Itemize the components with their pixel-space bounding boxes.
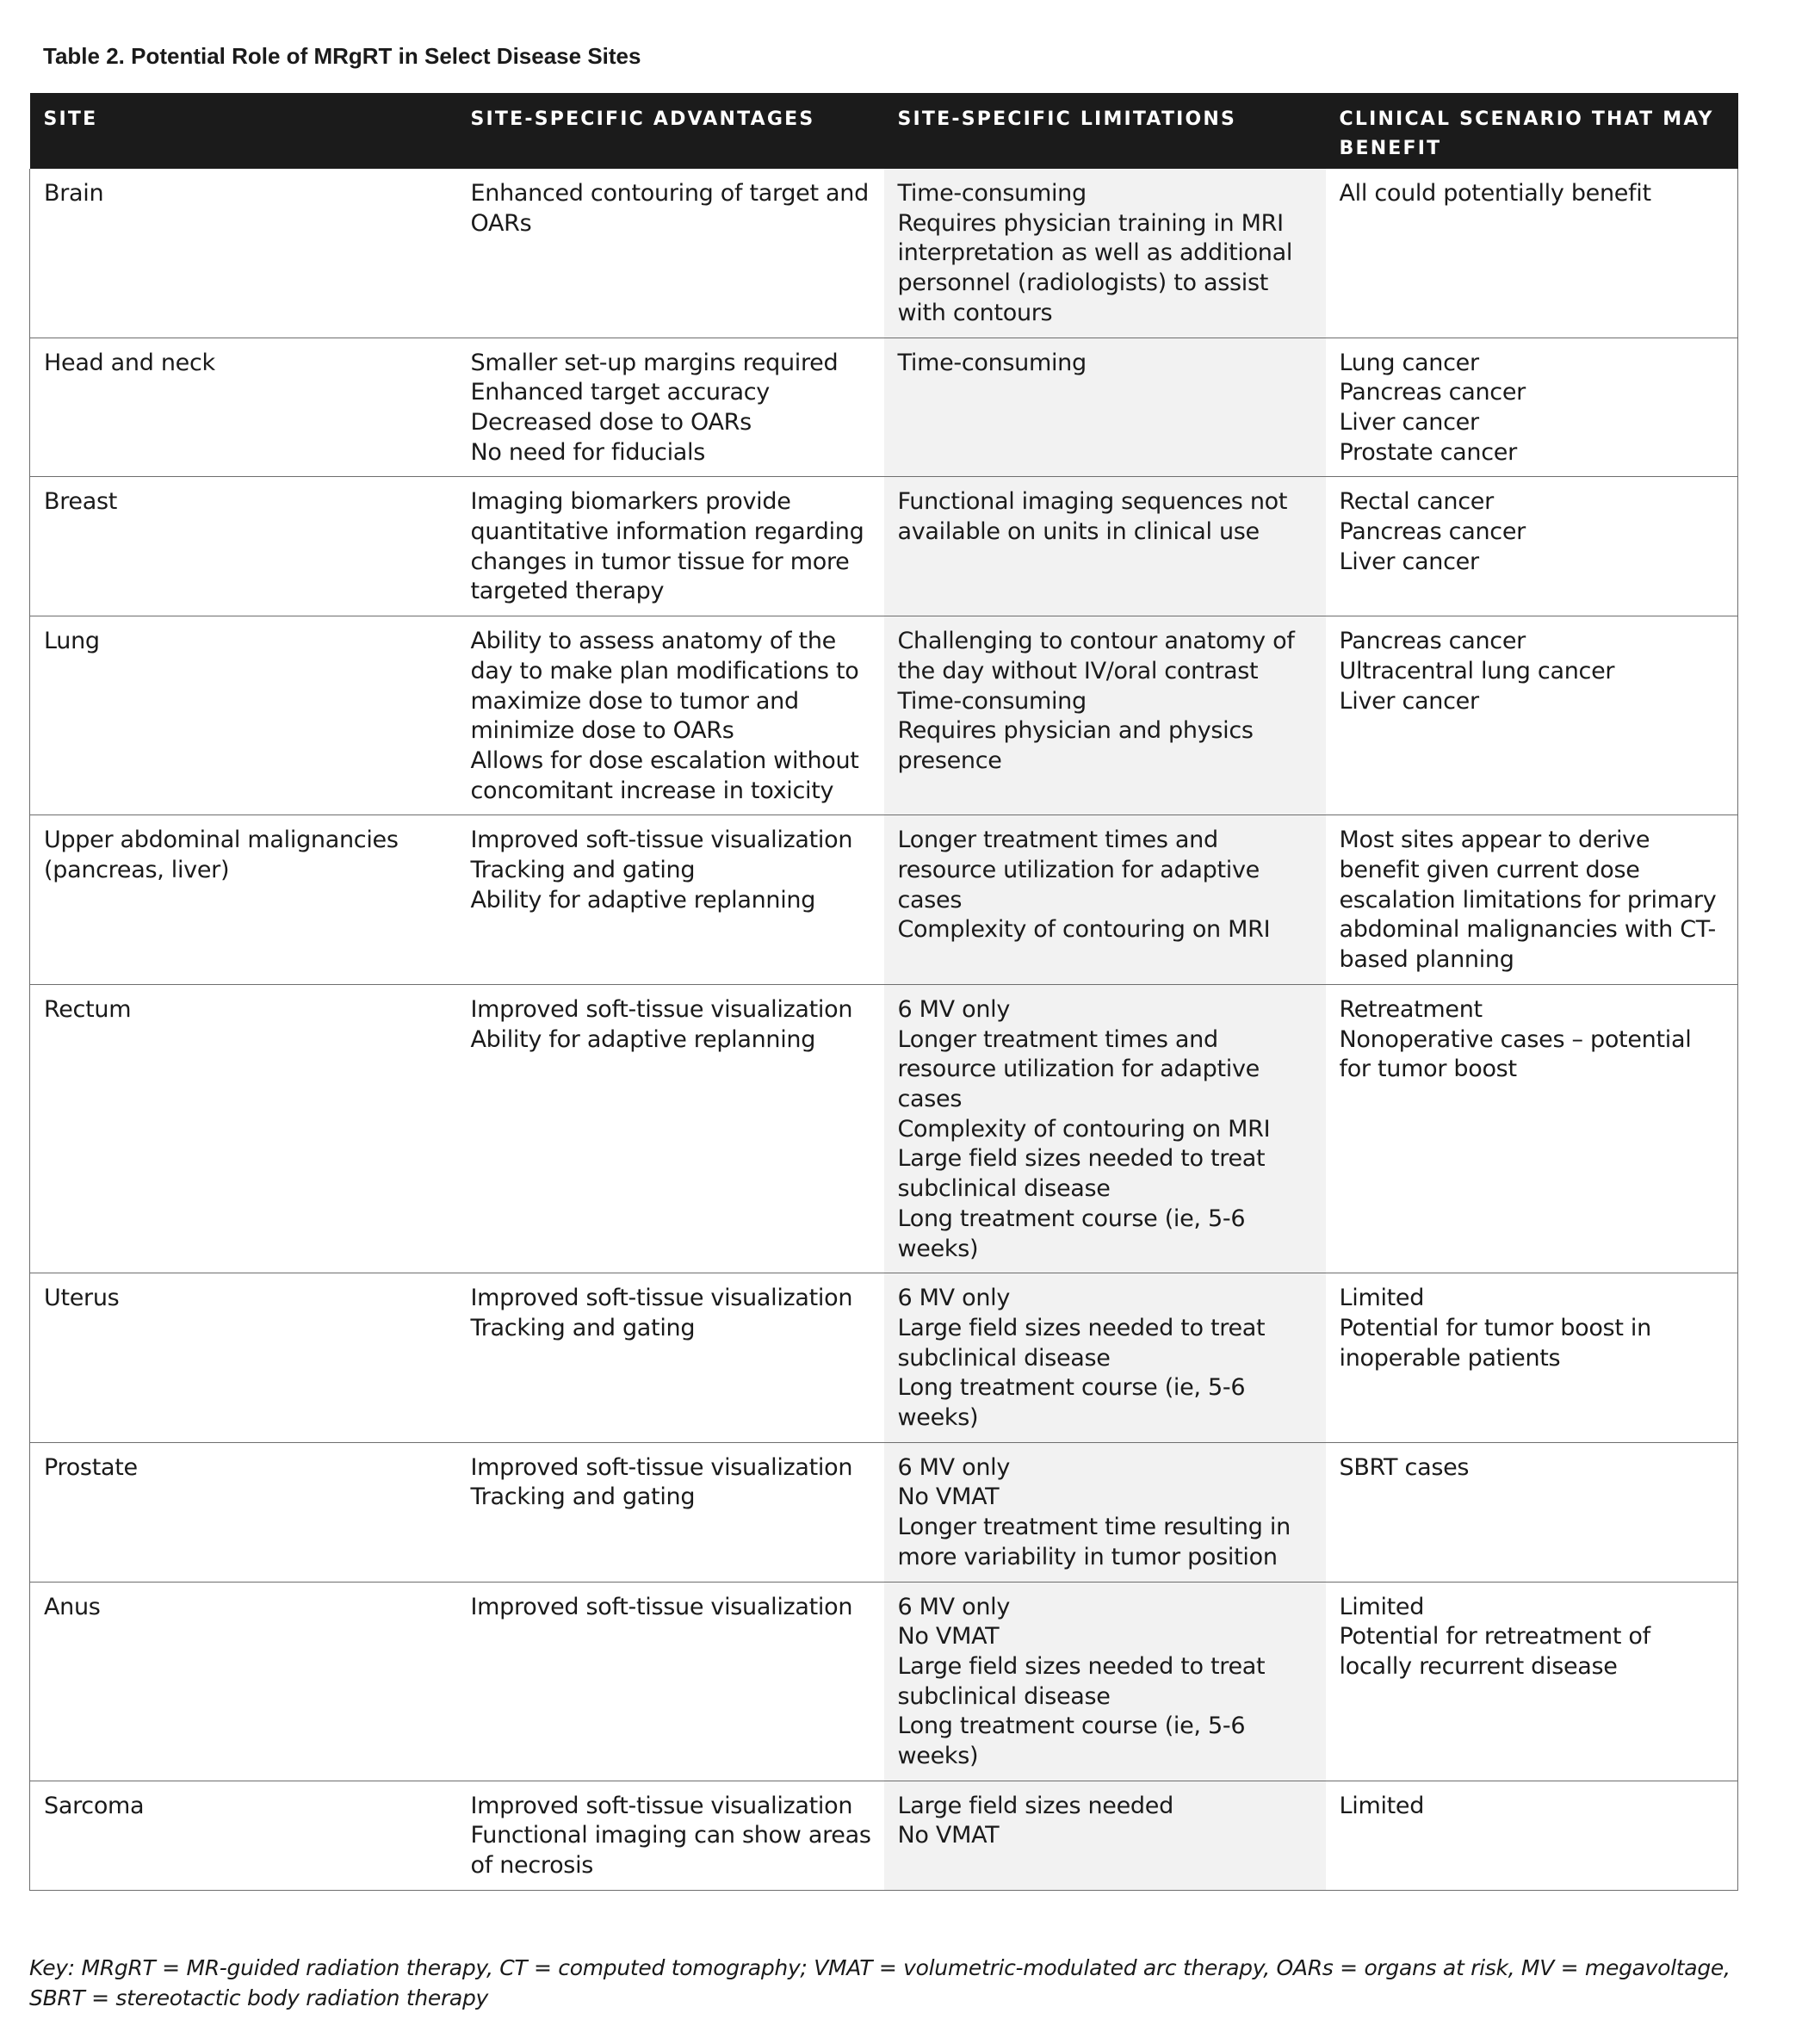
cell-site-line: Rectum (44, 995, 132, 1023)
cell-clinical-scenario (1326, 1582, 1738, 1781)
cell-advantages-line: Enhanced target accuracy (470, 379, 770, 406)
cell-advantages-line: Ability for adaptive replanning (470, 886, 816, 914)
header-limitations: SITE-SPECIFIC LIMITATIONS (884, 93, 1326, 169)
cell-advantages-line: Improved soft-tissue visualization (470, 1453, 853, 1481)
cell-advantages-line: Allows for dose escalation without concomitant increase in toxicity (470, 746, 859, 804)
cell-site-line: Sarcoma (44, 1792, 145, 1819)
cell-advantages (457, 477, 884, 616)
cell-advantages-line: Smaller set-up margins required (470, 349, 839, 376)
cell-advantages (457, 815, 884, 985)
cell-clinical-scenario-line: All could potentially benefit (1339, 180, 1651, 207)
cell-limitations (884, 1781, 1326, 1890)
cell-clinical-scenario-line: Limited (1339, 1792, 1425, 1819)
cell-limitations (884, 1442, 1326, 1582)
cell-limitations-line: Longer treatment times and resource utilization for adaptive cases (897, 1025, 1260, 1112)
table-row (30, 338, 1738, 477)
cell-clinical-scenario-line: Liver cancer (1339, 687, 1479, 715)
cell-clinical-scenario (1326, 616, 1738, 815)
cell-advantages-line: Functional imaging can show areas of necrosis (470, 1822, 871, 1880)
cell-clinical-scenario (1326, 477, 1738, 616)
cell-advantages (457, 1442, 884, 1582)
cell-advantages-line: Ability to assess anatomy of the day to make plan modifications to maximize dose to tumor and minimize dose to OARs (470, 628, 859, 745)
cell-clinical-scenario (1326, 338, 1738, 477)
cell-limitations-line: Complexity of contouring on MRI (897, 916, 1271, 944)
cell-clinical-scenario-line: Pancreas cancer (1339, 518, 1526, 546)
cell-site-line: Upper abdominal malignancies (pancreas, liver) (44, 827, 399, 884)
cell-site (30, 1781, 457, 1890)
cell-site-line: Uterus (44, 1285, 120, 1312)
cell-clinical-scenario-line: Pancreas cancer (1339, 628, 1526, 655)
cell-limitations-line: Time-consuming (897, 687, 1087, 715)
cell-limitations-line: Longer treatment time resulting in more variability in tumor position (897, 1514, 1291, 1570)
cell-limitations (884, 338, 1326, 477)
cell-limitations-line: Long treatment course (ie, 5-6 weeks) (897, 1205, 1246, 1262)
cell-advantages-line: Tracking and gating (470, 1314, 696, 1341)
header-row (30, 93, 1738, 169)
cell-limitations (884, 984, 1326, 1273)
cell-limitations-line: Long treatment course (ie, 5-6 weeks) (897, 1374, 1246, 1432)
cell-advantages-line: Imaging biomarkers provide quantitative information regarding changes in tumor tissue for more targeted therapy (470, 488, 864, 605)
table-key-footnote: Key: MRgRT = MR-guided radiation therapy, CT = computed tomography; VMAT = volumetric-modulated arc therapy, OARs = organs at risk, MV = megavoltage, SBRT = stereotactic body radiation therapy (29, 1955, 1731, 2010)
cell-site (30, 338, 457, 477)
cell-advantages (457, 616, 884, 815)
cell-limitations-line: 6 MV only (897, 1453, 1011, 1481)
cell-site-line: Head and neck (44, 349, 215, 376)
cell-advantages-line: No need for fiducials (470, 438, 705, 466)
cell-limitations-line: 6 MV only (897, 995, 1011, 1023)
cell-limitations (884, 815, 1326, 985)
cell-site-line: Breast (44, 488, 118, 516)
cell-advantages (457, 1582, 884, 1781)
cell-clinical-scenario-line: Potential for retreatment of locally recurrent disease (1339, 1623, 1650, 1680)
table-header (30, 93, 1738, 169)
cell-site (30, 1273, 457, 1443)
cell-advantages-line: Improved soft-tissue visualization (470, 1792, 853, 1819)
cell-advantages-line: Tracking and gating (470, 857, 696, 884)
cell-limitations-line: Requires physician and physics presence (897, 717, 1254, 774)
cell-clinical-scenario-line: Ultracentral lung cancer (1339, 657, 1615, 684)
cell-site-line: Anus (44, 1593, 101, 1620)
cell-limitations-line: Requires physician training in MRI interpretation as well as additional personnel (radiologists) to assist with contours (897, 209, 1293, 326)
cell-limitations-line: No VMAT (897, 1822, 1000, 1849)
cell-limitations-line: Large field sizes needed (897, 1792, 1173, 1819)
cell-limitations-line: Large field sizes needed to treat subclinical disease (897, 1314, 1266, 1372)
cell-limitations-line: Large field sizes needed to treat subclinical disease (897, 1652, 1266, 1710)
cell-limitations (884, 477, 1326, 616)
cell-advantages (457, 169, 884, 338)
table-row (30, 1273, 1738, 1443)
cell-site (30, 815, 457, 985)
cell-site-line: Lung (44, 628, 100, 655)
cell-clinical-scenario-line: Prostate cancer (1339, 438, 1517, 466)
cell-limitations-line: Long treatment course (ie, 5-6 weeks) (897, 1713, 1246, 1770)
cell-clinical-scenario-line: Liver cancer (1339, 408, 1479, 436)
cell-clinical-scenario-line: Liver cancer (1339, 548, 1479, 575)
cell-advantages-line: Improved soft-tissue visualization (470, 1593, 853, 1620)
header-clinical-scenario: CLINICAL SCENARIO THAT MAY BENEFIT (1326, 93, 1738, 169)
cell-limitations-line: 6 MV only (897, 1285, 1011, 1312)
cell-advantages (457, 338, 884, 477)
header-site: SITE (30, 93, 457, 169)
cell-limitations (884, 1273, 1326, 1443)
table-title: Table 2. Potential Role of MRgRT in Select Disease Sites (43, 43, 641, 69)
cell-limitations-line: Longer treatment times and resource utilization for adaptive cases (897, 827, 1260, 914)
table-row (30, 1442, 1738, 1582)
cell-limitations (884, 1582, 1326, 1781)
cell-limitations (884, 616, 1326, 815)
cell-clinical-scenario-line: Lung cancer (1339, 349, 1479, 376)
cell-advantages (457, 1781, 884, 1890)
cell-advantages (457, 984, 884, 1273)
cell-limitations-line: Time-consuming (897, 349, 1087, 376)
disease-sites-table (29, 93, 1738, 1891)
cell-advantages-line: Enhanced contouring of target and OARs (470, 180, 869, 237)
cell-clinical-scenario (1326, 1442, 1738, 1582)
cell-clinical-scenario-line: Most sites appear to derive benefit given current dose escalation limitations for primary abdominal malignancies with CT-based planning (1339, 827, 1717, 974)
cell-clinical-scenario-line: Limited (1339, 1593, 1425, 1620)
table-row (30, 477, 1738, 616)
table-row (30, 1781, 1738, 1890)
cell-limitations-line: 6 MV only (897, 1593, 1011, 1620)
cell-site (30, 616, 457, 815)
cell-clinical-scenario (1326, 1273, 1738, 1443)
cell-site-line: Prostate (44, 1453, 138, 1481)
cell-advantages-line: Improved soft-tissue visualization (470, 1285, 853, 1312)
cell-limitations-line: Time-consuming (897, 180, 1087, 207)
cell-advantages-line: Tracking and gating (470, 1483, 696, 1511)
table-row (30, 984, 1738, 1273)
table-row (30, 1582, 1738, 1781)
table-body (30, 169, 1738, 1890)
cell-advantages (457, 1273, 884, 1443)
cell-clinical-scenario-line: Pancreas cancer (1339, 379, 1526, 406)
cell-site (30, 169, 457, 338)
cell-limitations-line: Large field sizes needed to treat subclinical disease (897, 1145, 1266, 1203)
cell-site (30, 477, 457, 616)
cell-limitations-line: Functional imaging sequences not available on units in clinical use (897, 488, 1288, 546)
header-advantages: SITE-SPECIFIC ADVANTAGES (457, 93, 884, 169)
cell-limitations-line: Challenging to contour anatomy of the day without IV/oral contrast (897, 628, 1295, 684)
cell-clinical-scenario (1326, 1781, 1738, 1890)
cell-clinical-scenario-line: Nonoperative cases – potential for tumor boost (1339, 1025, 1692, 1083)
cell-limitations-line: No VMAT (897, 1483, 1000, 1511)
cell-clinical-scenario-line: Rectal cancer (1339, 488, 1494, 516)
table-row (30, 616, 1738, 815)
cell-site-line: Brain (44, 180, 104, 207)
cell-clinical-scenario-line: Limited (1339, 1285, 1425, 1312)
cell-clinical-scenario-line: Retreatment (1339, 995, 1483, 1023)
cell-limitations-line: No VMAT (897, 1623, 1000, 1651)
cell-advantages-line: Decreased dose to OARs (470, 408, 752, 436)
cell-clinical-scenario-line: Potential for tumor boost in inoperable patients (1339, 1314, 1651, 1372)
table-row (30, 815, 1738, 985)
table-row (30, 169, 1738, 338)
cell-clinical-scenario (1326, 169, 1738, 338)
cell-limitations (884, 169, 1326, 338)
cell-limitations-line: Complexity of contouring on MRI (897, 1115, 1271, 1143)
cell-advantages-line: Improved soft-tissue visualization (470, 995, 853, 1023)
cell-site (30, 1442, 457, 1582)
cell-site (30, 984, 457, 1273)
cell-clinical-scenario (1326, 984, 1738, 1273)
cell-advantages-line: Ability for adaptive replanning (470, 1025, 816, 1053)
cell-clinical-scenario (1326, 815, 1738, 985)
cell-advantages-line: Improved soft-tissue visualization (470, 827, 853, 854)
cell-site (30, 1582, 457, 1781)
cell-clinical-scenario-line: SBRT cases (1339, 1453, 1470, 1481)
